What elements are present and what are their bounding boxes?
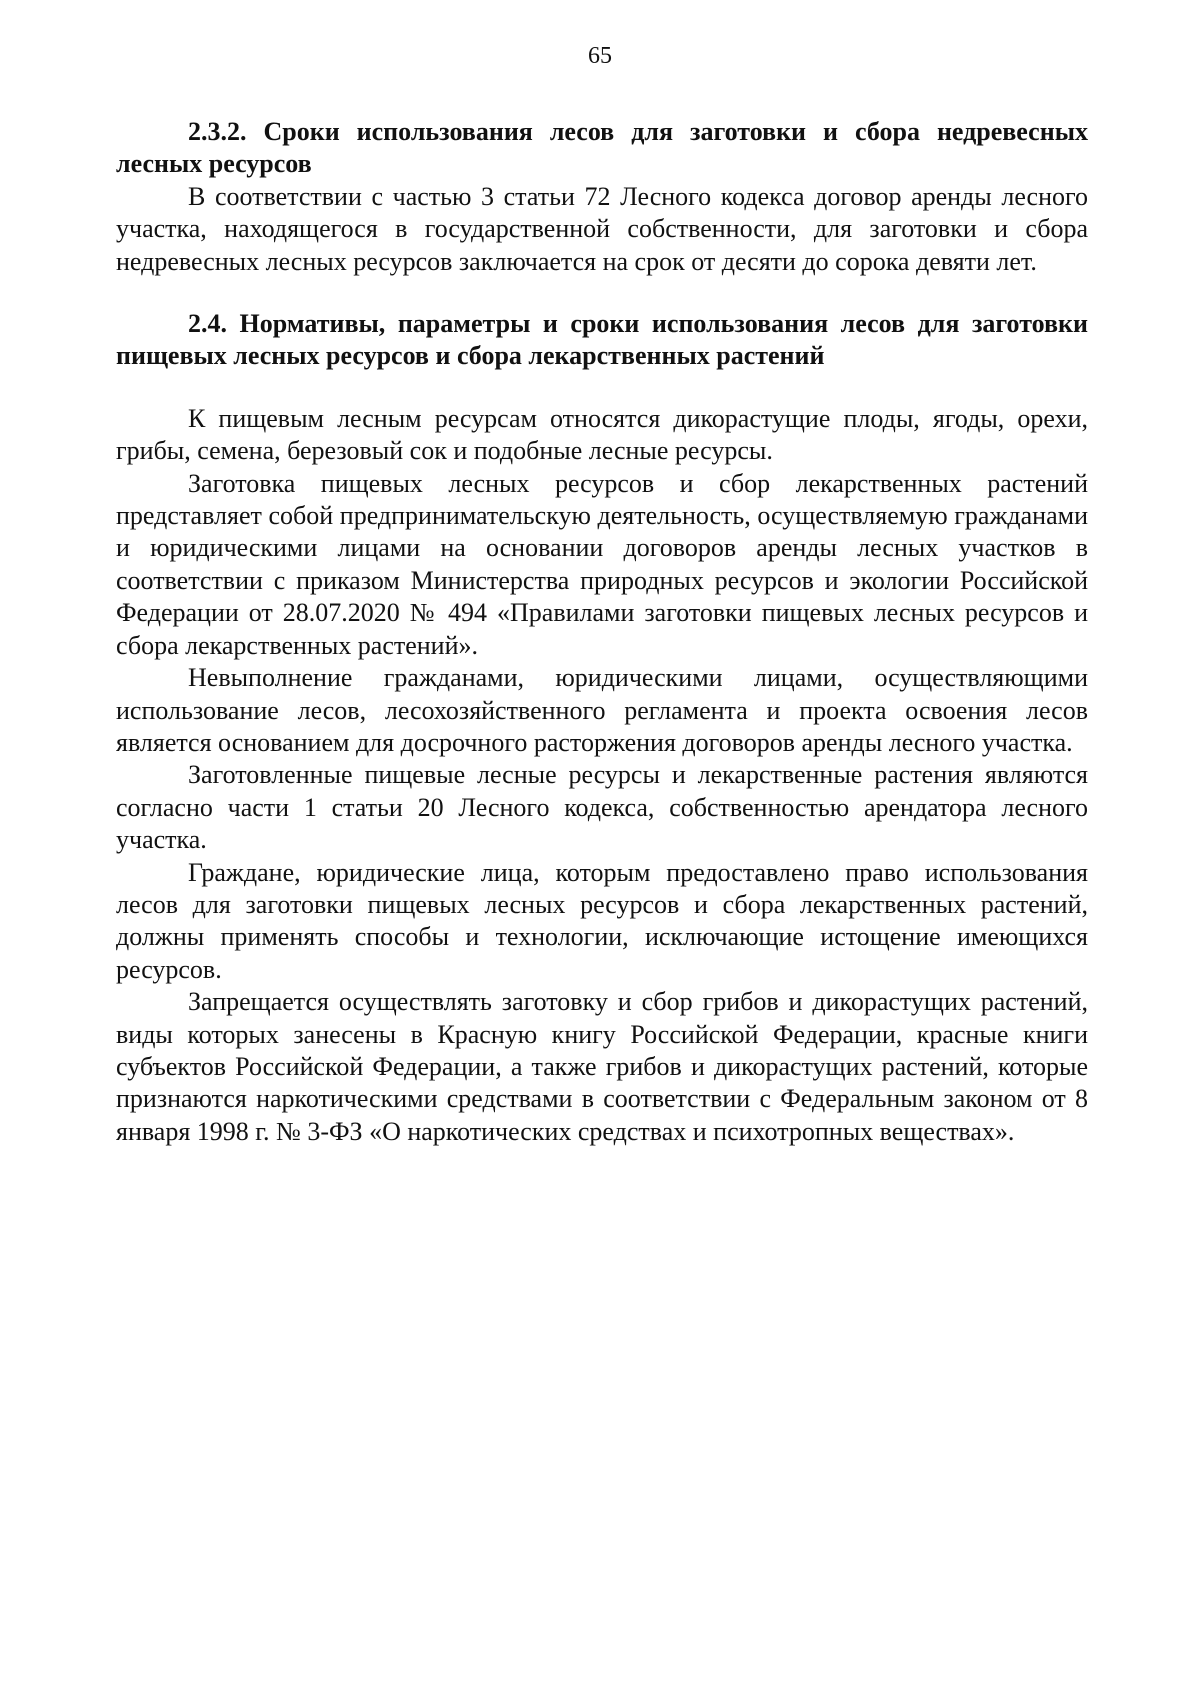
page-number: 65 xyxy=(588,43,612,69)
section-heading-2-3-2: 2.3.2. Сроки использования лесов для заготовки и сбора недревесных лесных ресурсов xyxy=(116,117,1088,179)
section-2-4-paragraph-3: Невыполнение гражданами, юридическими лицами, осуществляющими использование лесов, лесохозяйственного регламента и проекта освоения лесов является основанием для досрочного расторжения договоров аренды лесного участка. xyxy=(116,663,1088,757)
section-heading-2-4: 2.4. Нормативы, параметры и сроки использования лесов для заготовки пищевых лесных ресурсов и сбора лекарственных растений xyxy=(116,309,1088,371)
heading-spacer xyxy=(116,373,1088,403)
section-2-4-paragraph-1: К пищевым лесным ресурсам относятся дикорастущие плоды, ягоды, орехи, грибы, семена, березовый сок и подобные лесные ресурсы. xyxy=(116,403,1088,466)
section-2-4-paragraph-5: Граждане, юридические лица, которым предоставлено право использования лесов для заготовки пищевых лесных ресурсов и сбора лекарственных растений, должны применять способы и технологии, исключающие истощение имеющихся ресурсов. xyxy=(116,857,1088,984)
section-2-4-paragraph-6: Запрещается осуществлять заготовку и сбор грибов и дикорастущих растений, виды которых занесены в Красную книгу Российской Федерации, красные книги субъектов Российской Федерации, а также грибов и дикорастущих растений, которые признаются наркотическими средствами в соответствии с Федеральным законом от 8 января 1998 г. № 3-ФЗ «О наркотических средствах и психотропных веществах». xyxy=(116,987,1088,1146)
section-2-4-paragraph-2: Заготовка пищевых лесных ресурсов и сбор лекарственных растений представляет собой предпринимательскую деятельность, осуществляемую гражданами и юридическими лицами на основании договоров аренды лесных участков в соответствии с приказом Министерства природных ресурсов и экологии Российской Федерации от 28.07.2020 № 494 «Правилами заготовки пищевых лесных ресурсов и сбора лекарственных растений». xyxy=(116,468,1088,660)
section-2-4-paragraph-4: Заготовленные пищевые лесные ресурсы и лекарственные растения являются согласно части 1 статьи 20 Лесного кодекса, собственностью арендатора лесного участка. xyxy=(116,760,1088,855)
section-2-3-2-paragraph: В соответствии с частью 3 статьи 72 Лесного кодекса договор аренды лесного участка, находящегося в государственной собственности, для заготовки и сбора недревесных лесных ресурсов заключается на срок от десяти до сорока девяти лет. xyxy=(116,181,1088,276)
section-spacer xyxy=(116,278,1088,308)
page-content xyxy=(116,116,1088,1148)
